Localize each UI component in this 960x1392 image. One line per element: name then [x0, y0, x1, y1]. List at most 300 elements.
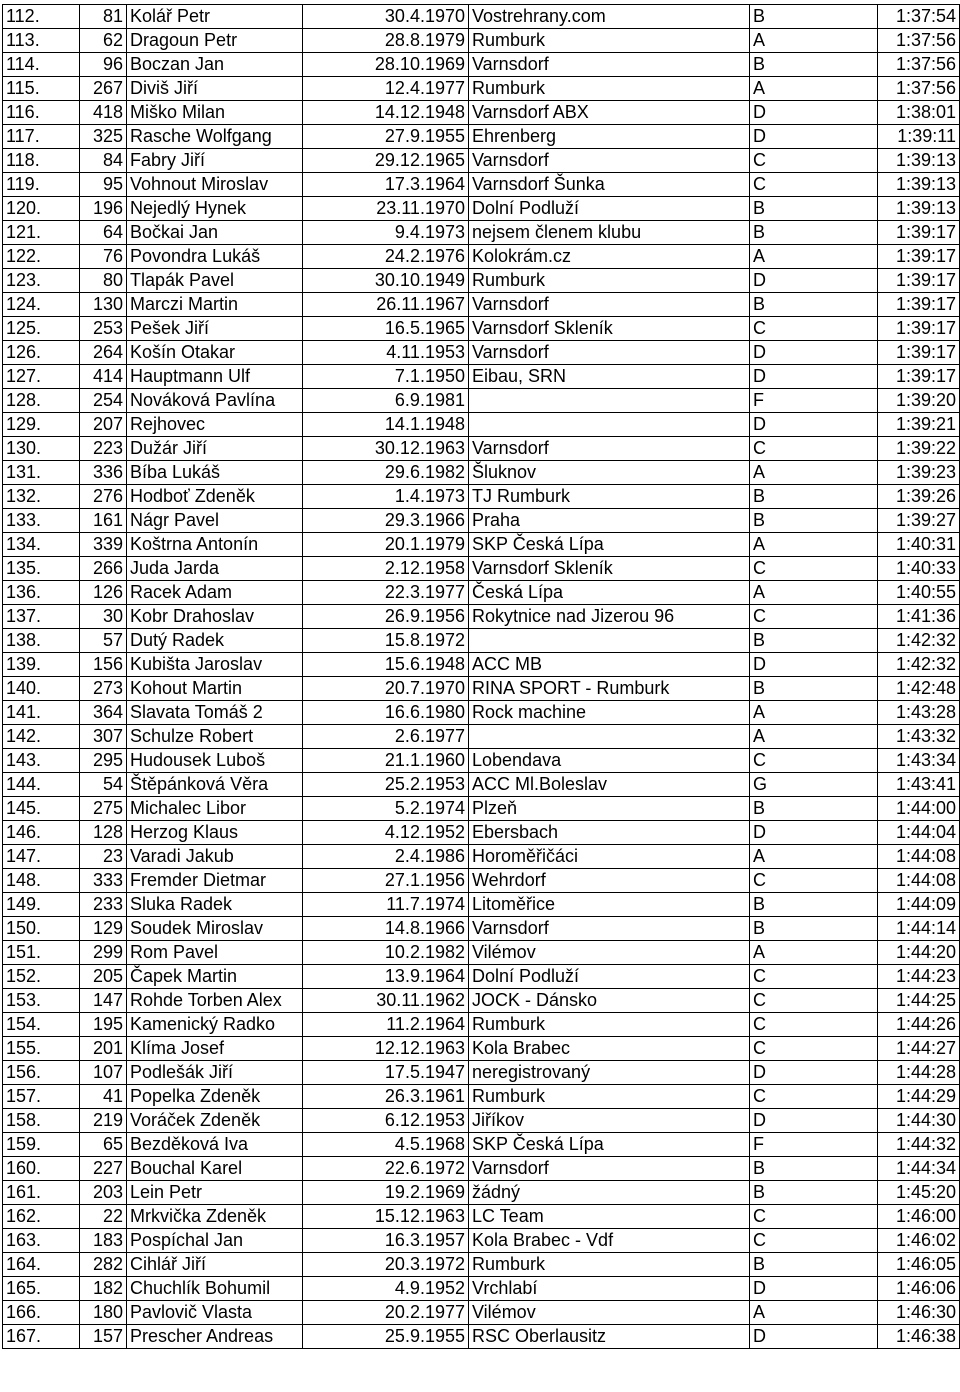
finish-time-cell: 1:39:13 [878, 149, 960, 173]
club-cell [469, 629, 750, 653]
runner-name-cell: Čapek Martin [127, 965, 303, 989]
runner-name-cell: Boczan Jan [127, 53, 303, 77]
finish-time-cell: 1:39:13 [878, 173, 960, 197]
finish-time-cell: 1:44:04 [878, 821, 960, 845]
bib-number-cell: 219 [80, 1109, 127, 1133]
club-cell: ACC Ml.Boleslav [469, 773, 750, 797]
place-cell: 145. [3, 797, 80, 821]
runner-name-cell: Podlešák Jiří [127, 1061, 303, 1085]
bib-number-cell: 128 [80, 821, 127, 845]
birth-date-cell: 26.3.1961 [303, 1085, 469, 1109]
category-cell: B [750, 5, 878, 29]
table-row [3, 653, 960, 677]
finish-time-cell: 1:43:28 [878, 701, 960, 725]
place-cell: 141. [3, 701, 80, 725]
bib-number-cell: 266 [80, 557, 127, 581]
finish-time-cell: 1:39:17 [878, 365, 960, 389]
bib-number-cell: 227 [80, 1157, 127, 1181]
category-cell: F [750, 389, 878, 413]
runner-name-cell: Pešek Jiří [127, 317, 303, 341]
runner-name-cell: Fabry Jiří [127, 149, 303, 173]
runner-name-cell: Marczi Martin [127, 293, 303, 317]
category-cell: C [750, 989, 878, 1013]
table-row [3, 1253, 960, 1277]
bib-number-cell: 147 [80, 989, 127, 1013]
bib-number-cell: 84 [80, 149, 127, 173]
club-cell: TJ Rumburk [469, 485, 750, 509]
birth-date-cell: 2.12.1958 [303, 557, 469, 581]
finish-time-cell: 1:44:25 [878, 989, 960, 1013]
category-cell: D [750, 821, 878, 845]
table-row [3, 989, 960, 1013]
finish-time-cell: 1:43:41 [878, 773, 960, 797]
club-cell: ACC MB [469, 653, 750, 677]
finish-time-cell: 1:44:28 [878, 1061, 960, 1085]
birth-date-cell: 30.10.1949 [303, 269, 469, 293]
club-cell: Varnsdorf [469, 53, 750, 77]
table-row [3, 437, 960, 461]
bib-number-cell: 81 [80, 5, 127, 29]
bib-number-cell: 201 [80, 1037, 127, 1061]
bib-number-cell: 130 [80, 293, 127, 317]
finish-time-cell: 1:44:09 [878, 893, 960, 917]
club-cell: Varnsdorf [469, 1157, 750, 1181]
bib-number-cell: 195 [80, 1013, 127, 1037]
club-cell: Ebersbach [469, 821, 750, 845]
birth-date-cell: 15.12.1963 [303, 1205, 469, 1229]
birth-date-cell: 4.9.1952 [303, 1277, 469, 1301]
bib-number-cell: 54 [80, 773, 127, 797]
finish-time-cell: 1:46:05 [878, 1253, 960, 1277]
bib-number-cell: 96 [80, 53, 127, 77]
runner-name-cell: Povondra Lukáš [127, 245, 303, 269]
club-cell: Jiříkov [469, 1109, 750, 1133]
category-cell: B [750, 1181, 878, 1205]
club-cell: Kola Brabec [469, 1037, 750, 1061]
category-cell: C [750, 557, 878, 581]
finish-time-cell: 1:40:33 [878, 557, 960, 581]
bib-number-cell: 183 [80, 1229, 127, 1253]
club-cell: Eibau, SRN [469, 365, 750, 389]
table-row [3, 29, 960, 53]
place-cell: 122. [3, 245, 80, 269]
category-cell: B [750, 1157, 878, 1181]
finish-time-cell: 1:37:56 [878, 29, 960, 53]
runner-name-cell: Rohde Torben Alex [127, 989, 303, 1013]
category-cell: A [750, 533, 878, 557]
bib-number-cell: 180 [80, 1301, 127, 1325]
category-cell: D [750, 101, 878, 125]
birth-date-cell: 14.8.1966 [303, 917, 469, 941]
runner-name-cell: Tlapák Pavel [127, 269, 303, 293]
bib-number-cell: 57 [80, 629, 127, 653]
place-cell: 154. [3, 1013, 80, 1037]
runner-name-cell: Popelka Zdeněk [127, 1085, 303, 1109]
club-cell: Dolní Podluží [469, 965, 750, 989]
table-row [3, 173, 960, 197]
table-row [3, 533, 960, 557]
finish-time-cell: 1:44:14 [878, 917, 960, 941]
finish-time-cell: 1:40:55 [878, 581, 960, 605]
club-cell: JOCK - Dánsko [469, 989, 750, 1013]
results-body [3, 5, 960, 1349]
table-row [3, 1205, 960, 1229]
category-cell: B [750, 221, 878, 245]
runner-name-cell: Racek Adam [127, 581, 303, 605]
birth-date-cell: 1.4.1973 [303, 485, 469, 509]
place-cell: 142. [3, 725, 80, 749]
place-cell: 112. [3, 5, 80, 29]
table-row [3, 1061, 960, 1085]
finish-time-cell: 1:44:29 [878, 1085, 960, 1109]
place-cell: 121. [3, 221, 80, 245]
bib-number-cell: 203 [80, 1181, 127, 1205]
finish-time-cell: 1:44:26 [878, 1013, 960, 1037]
category-cell: A [750, 845, 878, 869]
birth-date-cell: 16.3.1957 [303, 1229, 469, 1253]
finish-time-cell: 1:39:13 [878, 197, 960, 221]
runner-name-cell: Fremder Dietmar [127, 869, 303, 893]
finish-time-cell: 1:39:17 [878, 341, 960, 365]
table-row [3, 749, 960, 773]
table-row [3, 581, 960, 605]
club-cell: Wehrdorf [469, 869, 750, 893]
birth-date-cell: 22.3.1977 [303, 581, 469, 605]
place-cell: 119. [3, 173, 80, 197]
category-cell: B [750, 485, 878, 509]
runner-name-cell: Schulze Robert [127, 725, 303, 749]
place-cell: 123. [3, 269, 80, 293]
finish-time-cell: 1:39:22 [878, 437, 960, 461]
finish-time-cell: 1:39:17 [878, 317, 960, 341]
finish-time-cell: 1:37:56 [878, 77, 960, 101]
category-cell: D [750, 1061, 878, 1085]
table-row [3, 197, 960, 221]
table-row [3, 1229, 960, 1253]
category-cell: C [750, 317, 878, 341]
runner-name-cell: Diviš Jiří [127, 77, 303, 101]
bib-number-cell: 196 [80, 197, 127, 221]
runner-name-cell: Nágr Pavel [127, 509, 303, 533]
club-cell: Litoměřice [469, 893, 750, 917]
category-cell: B [750, 293, 878, 317]
table-row [3, 701, 960, 725]
runner-name-cell: Klíma Josef [127, 1037, 303, 1061]
table-row [3, 317, 960, 341]
runner-name-cell: Kolář Petr [127, 5, 303, 29]
place-cell: 130. [3, 437, 80, 461]
place-cell: 158. [3, 1109, 80, 1133]
runner-name-cell: Rejhovec [127, 413, 303, 437]
place-cell: 125. [3, 317, 80, 341]
birth-date-cell: 24.2.1976 [303, 245, 469, 269]
birth-date-cell: 21.1.1960 [303, 749, 469, 773]
club-cell: Rock machine [469, 701, 750, 725]
runner-name-cell: Rom Pavel [127, 941, 303, 965]
table-row [3, 1325, 960, 1349]
table-row [3, 389, 960, 413]
birth-date-cell: 28.10.1969 [303, 53, 469, 77]
birth-date-cell: 23.11.1970 [303, 197, 469, 221]
club-cell: Varnsdorf Skleník [469, 317, 750, 341]
club-cell: Vrchlabí [469, 1277, 750, 1301]
birth-date-cell: 4.5.1968 [303, 1133, 469, 1157]
club-cell: Varnsdorf [469, 341, 750, 365]
runner-name-cell: Soudek Miroslav [127, 917, 303, 941]
runner-name-cell: Chuchlík Bohumil [127, 1277, 303, 1301]
place-cell: 143. [3, 749, 80, 773]
bib-number-cell: 207 [80, 413, 127, 437]
finish-time-cell: 1:46:06 [878, 1277, 960, 1301]
category-cell: D [750, 269, 878, 293]
place-cell: 118. [3, 149, 80, 173]
category-cell: D [750, 365, 878, 389]
club-cell: RSC Oberlausitz [469, 1325, 750, 1349]
table-row [3, 293, 960, 317]
runner-name-cell: Cihlář Jiří [127, 1253, 303, 1277]
runner-name-cell: Herzog Klaus [127, 821, 303, 845]
table-row [3, 101, 960, 125]
bib-number-cell: 156 [80, 653, 127, 677]
bib-number-cell: 275 [80, 797, 127, 821]
place-cell: 164. [3, 1253, 80, 1277]
bib-number-cell: 95 [80, 173, 127, 197]
category-cell: D [750, 653, 878, 677]
bib-number-cell: 295 [80, 749, 127, 773]
club-cell [469, 413, 750, 437]
category-cell: A [750, 245, 878, 269]
birth-date-cell: 30.12.1963 [303, 437, 469, 461]
finish-time-cell: 1:45:20 [878, 1181, 960, 1205]
place-cell: 150. [3, 917, 80, 941]
category-cell: B [750, 629, 878, 653]
club-cell: Varnsdorf ABX [469, 101, 750, 125]
results-table [2, 4, 960, 1349]
place-cell: 163. [3, 1229, 80, 1253]
birth-date-cell: 27.1.1956 [303, 869, 469, 893]
finish-time-cell: 1:43:34 [878, 749, 960, 773]
category-cell: C [750, 749, 878, 773]
category-cell: D [750, 1277, 878, 1301]
birth-date-cell: 17.5.1947 [303, 1061, 469, 1085]
finish-time-cell: 1:44:08 [878, 869, 960, 893]
runner-name-cell: Voráček Zdeněk [127, 1109, 303, 1133]
bib-number-cell: 41 [80, 1085, 127, 1109]
table-row [3, 725, 960, 749]
table-row [3, 797, 960, 821]
table-row [3, 269, 960, 293]
birth-date-cell: 26.11.1967 [303, 293, 469, 317]
club-cell: Rumburk [469, 269, 750, 293]
birth-date-cell: 15.6.1948 [303, 653, 469, 677]
club-cell: Varnsdorf Skleník [469, 557, 750, 581]
runner-name-cell: Kohout Martin [127, 677, 303, 701]
category-cell: C [750, 173, 878, 197]
finish-time-cell: 1:39:23 [878, 461, 960, 485]
category-cell: A [750, 77, 878, 101]
runner-name-cell: Dragoun Petr [127, 29, 303, 53]
place-cell: 156. [3, 1061, 80, 1085]
finish-time-cell: 1:39:26 [878, 485, 960, 509]
bib-number-cell: 264 [80, 341, 127, 365]
birth-date-cell: 7.1.1950 [303, 365, 469, 389]
place-cell: 128. [3, 389, 80, 413]
place-cell: 152. [3, 965, 80, 989]
bib-number-cell: 299 [80, 941, 127, 965]
table-row [3, 677, 960, 701]
runner-name-cell: Pospíchal Jan [127, 1229, 303, 1253]
club-cell: Kola Brabec - Vdf [469, 1229, 750, 1253]
category-cell: G [750, 773, 878, 797]
birth-date-cell: 30.4.1970 [303, 5, 469, 29]
finish-time-cell: 1:44:00 [878, 797, 960, 821]
runner-name-cell: Kubišta Jaroslav [127, 653, 303, 677]
finish-time-cell: 1:39:17 [878, 293, 960, 317]
club-cell: Kolokrám.cz [469, 245, 750, 269]
table-row [3, 965, 960, 989]
finish-time-cell: 1:39:11 [878, 125, 960, 149]
bib-number-cell: 254 [80, 389, 127, 413]
birth-date-cell: 27.9.1955 [303, 125, 469, 149]
finish-time-cell: 1:44:23 [878, 965, 960, 989]
table-row [3, 5, 960, 29]
birth-date-cell: 12.12.1963 [303, 1037, 469, 1061]
table-row [3, 1013, 960, 1037]
place-cell: 139. [3, 653, 80, 677]
place-cell: 155. [3, 1037, 80, 1061]
club-cell: nejsem členem klubu [469, 221, 750, 245]
bib-number-cell: 333 [80, 869, 127, 893]
bib-number-cell: 336 [80, 461, 127, 485]
table-row [3, 1157, 960, 1181]
bib-number-cell: 339 [80, 533, 127, 557]
table-row [3, 245, 960, 269]
category-cell: A [750, 701, 878, 725]
club-cell: Lobendava [469, 749, 750, 773]
finish-time-cell: 1:44:32 [878, 1133, 960, 1157]
table-row [3, 917, 960, 941]
birth-date-cell: 25.9.1955 [303, 1325, 469, 1349]
category-cell: A [750, 725, 878, 749]
finish-time-cell: 1:44:20 [878, 941, 960, 965]
runner-name-cell: Rasche Wolfgang [127, 125, 303, 149]
runner-name-cell: Prescher Andreas [127, 1325, 303, 1349]
birth-date-cell: 5.2.1974 [303, 797, 469, 821]
club-cell: Dolní Podluží [469, 197, 750, 221]
birth-date-cell: 22.6.1972 [303, 1157, 469, 1181]
runner-name-cell: Nováková Pavlína [127, 389, 303, 413]
place-cell: 132. [3, 485, 80, 509]
club-cell: Varnsdorf [469, 293, 750, 317]
table-row [3, 149, 960, 173]
category-cell: B [750, 1253, 878, 1277]
runner-name-cell: Bezděková Iva [127, 1133, 303, 1157]
place-cell: 146. [3, 821, 80, 845]
category-cell: D [750, 413, 878, 437]
bib-number-cell: 161 [80, 509, 127, 533]
bib-number-cell: 30 [80, 605, 127, 629]
club-cell: Vilémov [469, 941, 750, 965]
category-cell: C [750, 437, 878, 461]
category-cell: C [750, 149, 878, 173]
table-row [3, 365, 960, 389]
birth-date-cell: 19.2.1969 [303, 1181, 469, 1205]
category-cell: C [750, 869, 878, 893]
club-cell: Česká Lípa [469, 581, 750, 605]
club-cell: LC Team [469, 1205, 750, 1229]
bib-number-cell: 182 [80, 1277, 127, 1301]
bib-number-cell: 276 [80, 485, 127, 509]
finish-time-cell: 1:42:48 [878, 677, 960, 701]
place-cell: 115. [3, 77, 80, 101]
bib-number-cell: 223 [80, 437, 127, 461]
bib-number-cell: 273 [80, 677, 127, 701]
category-cell: B [750, 509, 878, 533]
place-cell: 113. [3, 29, 80, 53]
category-cell: B [750, 677, 878, 701]
place-cell: 126. [3, 341, 80, 365]
birth-date-cell: 13.9.1964 [303, 965, 469, 989]
finish-time-cell: 1:44:34 [878, 1157, 960, 1181]
club-cell: Plzeň [469, 797, 750, 821]
place-cell: 162. [3, 1205, 80, 1229]
birth-date-cell: 25.2.1953 [303, 773, 469, 797]
finish-time-cell: 1:39:17 [878, 245, 960, 269]
runner-name-cell: Dutý Radek [127, 629, 303, 653]
club-cell: Rumburk [469, 1085, 750, 1109]
category-cell: B [750, 917, 878, 941]
birth-date-cell: 16.5.1965 [303, 317, 469, 341]
birth-date-cell: 2.6.1977 [303, 725, 469, 749]
birth-date-cell: 11.7.1974 [303, 893, 469, 917]
runner-name-cell: Bouchal Karel [127, 1157, 303, 1181]
place-cell: 120. [3, 197, 80, 221]
runner-name-cell: Kamenický Radko [127, 1013, 303, 1037]
category-cell: A [750, 581, 878, 605]
finish-time-cell: 1:42:32 [878, 629, 960, 653]
place-cell: 116. [3, 101, 80, 125]
club-cell [469, 389, 750, 413]
place-cell: 127. [3, 365, 80, 389]
runner-name-cell: Michalec Libor [127, 797, 303, 821]
bib-number-cell: 364 [80, 701, 127, 725]
place-cell: 161. [3, 1181, 80, 1205]
club-cell: Varnsdorf [469, 917, 750, 941]
bib-number-cell: 107 [80, 1061, 127, 1085]
birth-date-cell: 28.8.1979 [303, 29, 469, 53]
runner-name-cell: Bíba Lukáš [127, 461, 303, 485]
table-row [3, 53, 960, 77]
finish-time-cell: 1:39:20 [878, 389, 960, 413]
category-cell: C [750, 1037, 878, 1061]
birth-date-cell: 29.12.1965 [303, 149, 469, 173]
runner-name-cell: Hauptmann Ulf [127, 365, 303, 389]
club-cell: SKP Česká Lípa [469, 1133, 750, 1157]
club-cell: Varnsdorf [469, 149, 750, 173]
bib-number-cell: 282 [80, 1253, 127, 1277]
table-row [3, 821, 960, 845]
finish-time-cell: 1:39:21 [878, 413, 960, 437]
birth-date-cell: 29.6.1982 [303, 461, 469, 485]
table-row [3, 413, 960, 437]
club-cell: Rumburk [469, 1253, 750, 1277]
table-row [3, 869, 960, 893]
runner-name-cell: Juda Jarda [127, 557, 303, 581]
runner-name-cell: Sluka Radek [127, 893, 303, 917]
bib-number-cell: 205 [80, 965, 127, 989]
place-cell: 133. [3, 509, 80, 533]
runner-name-cell: Košín Otakar [127, 341, 303, 365]
